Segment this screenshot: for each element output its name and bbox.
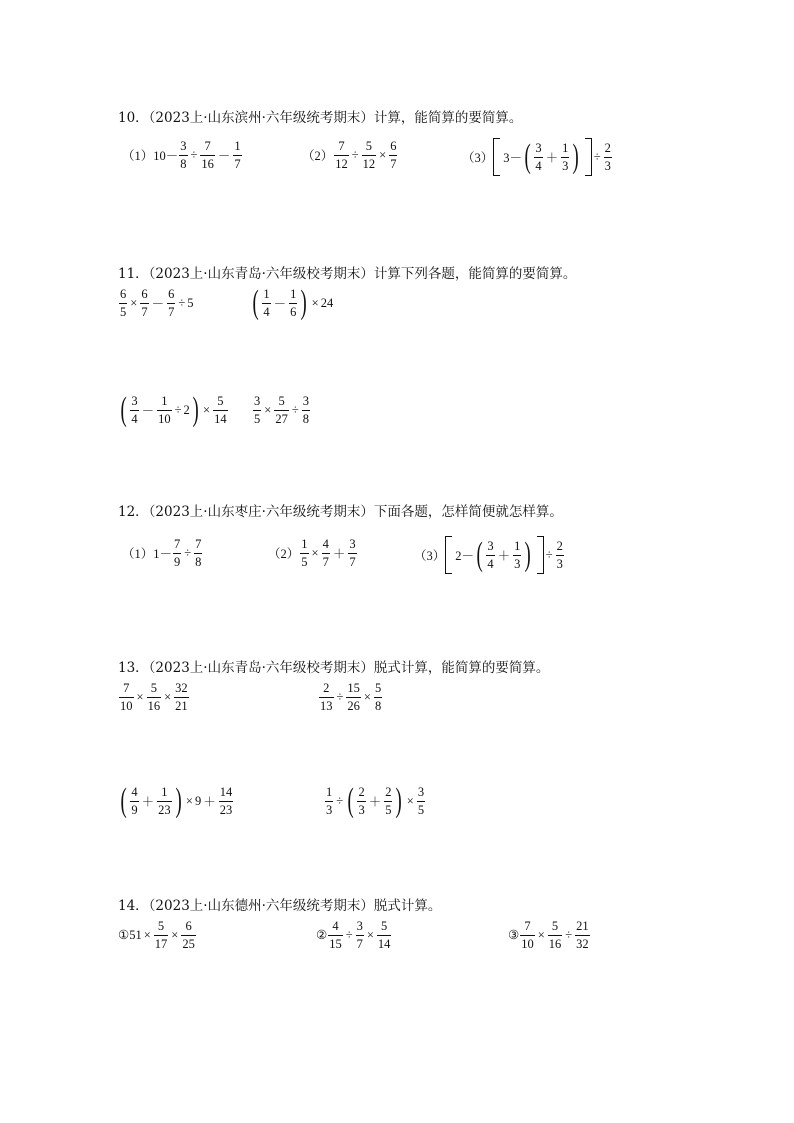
expr-prefix: （3） — [462, 151, 494, 165]
q11-expr-3: ( $\frac{3}{4}$ － $\frac{1}{10}$ ÷ 2 ) × $\frac{5}{14}$ — [120, 391, 227, 428]
fraction: $\frac{2}{3}$ — [358, 785, 365, 817]
question-11-title: 11．（2023上·山东青岛·六年级校考期末）计算下列各题，能简算的要简算。 — [118, 266, 577, 282]
q11-expr-2: ( $\frac{1}{4}$ － $\frac{1}{6}$ ) × 24 — [252, 284, 334, 321]
fraction: $\frac{7}{9}$ — [174, 537, 181, 569]
fraction: $\frac{6}{5}$ — [120, 287, 127, 319]
q13-expr-1: $\frac{7}{10}$ × $\frac{5}{16}$ × $\frac{32}{21}$ — [120, 681, 188, 713]
fraction: $\frac{7}{12}$ — [335, 139, 348, 171]
fraction: $\frac{6}{7}$ — [141, 287, 148, 319]
fraction: $\frac{3}{7}$ — [356, 919, 363, 951]
fraction: $\frac{4}{9}$ — [131, 785, 138, 817]
fraction: $\frac{3}{8}$ — [180, 139, 187, 171]
expr-prefix: ③ — [508, 928, 520, 942]
q14-expr-3: ③ $\frac{7}{10}$ × $\frac{5}{16}$ ÷ $\frac{21}{32}$ — [508, 919, 589, 951]
fraction: $\frac{15}{26}$ — [347, 681, 360, 713]
question-13-title: 13．（2023上·山东青岛·六年级校考期末）脱式计算，能简算的要简算。 — [118, 660, 550, 676]
fraction: $\frac{3}{5}$ — [254, 394, 261, 426]
fraction: $\frac{1}{7}$ — [234, 139, 241, 171]
fraction: $\frac{14}{23}$ — [219, 785, 233, 817]
fraction: $\frac{1}{3}$ — [514, 539, 521, 571]
fraction: $\frac{5}{12}$ — [362, 139, 376, 171]
fraction: $\frac{7}{10}$ — [521, 919, 534, 951]
fraction: $\frac{32}{21}$ — [175, 681, 188, 713]
fraction: $\frac{3}{7}$ — [349, 537, 356, 569]
q12-expr-2: （2） $\frac{1}{5}$ × $\frac{4}{7}$ ＋ $\frac{3}{7}$ — [268, 537, 356, 569]
right-bracket — [537, 536, 544, 574]
fraction: $\frac{5}{14}$ — [377, 919, 391, 951]
q13-expr-3: ( $\frac{4}{9}$ ＋ $\frac{1}{23}$ ) × 9 ＋ $\frac{14}{23}$ — [120, 782, 233, 819]
fraction: $\frac{7}{8}$ — [195, 537, 202, 569]
fraction: $\frac{5}{16}$ — [548, 919, 562, 951]
fraction: $\frac{5}{8}$ — [374, 681, 382, 713]
fraction: $\frac{2}{3}$ — [556, 539, 563, 571]
expr-prefix: （1）1－ — [122, 547, 173, 561]
q10-expr-3: （3） 3－ ( $\frac{3}{4}$ ＋ $\frac{1}{3}$ ) ÷ $\frac{2}{3}$ — [462, 138, 611, 175]
question-12-title: 12．（2023上·山东枣庄·六年级统考期末）下面各题，怎样简便就怎样算。 — [118, 504, 563, 520]
fraction: $\frac{3}{5}$ — [417, 785, 425, 817]
expr-prefix: （3） — [414, 549, 446, 563]
fraction: $\frac{2}{3}$ — [604, 141, 611, 173]
q11-expr-1: $\frac{6}{5}$ × $\frac{6}{7}$ － $\frac{6}{7}$ ÷ 5 — [120, 287, 194, 319]
q13-expr-2: $\frac{2}{13}$ ÷ $\frac{15}{26}$ × $\frac{5}{8}$ — [320, 681, 382, 713]
fraction: $\frac{1}{3}$ — [326, 785, 333, 817]
q11-expr-4: $\frac{3}{5}$ × $\frac{5}{27}$ ÷ $\frac{3}{8}$ — [254, 394, 309, 426]
fraction: $\frac{1}{5}$ — [301, 537, 308, 569]
fraction: $\frac{3}{4}$ — [131, 394, 138, 426]
expr-prefix: （2） — [302, 149, 334, 163]
fraction: $\frac{1}{4}$ — [263, 287, 270, 319]
fraction: $\frac{6}{25}$ — [182, 919, 195, 951]
q13-expr-4: $\frac{1}{3}$ ÷ ( $\frac{2}{3}$ ＋ $\frac{2}{5}$ ) × $\frac{3}{5}$ — [326, 782, 425, 819]
q10-expr-2: （2） $\frac{7}{12}$ ÷ $\frac{5}{12}$ × $\frac{6}{7}$ — [302, 139, 397, 171]
question-14-title: 14．（2023上·山东德州·六年级统考期末）脱式计算。 — [118, 898, 442, 914]
fraction: $\frac{4}{15}$ — [329, 919, 342, 951]
fraction: $\frac{2}{5}$ — [385, 785, 392, 817]
expr-prefix: ② — [316, 928, 328, 942]
expr-prefix: （1）10－ — [122, 149, 179, 163]
fraction: $\frac{6}{7}$ — [390, 139, 397, 171]
fraction: $\frac{21}{32}$ — [576, 919, 589, 951]
right-bracket — [585, 138, 592, 176]
q10-expr-1: （1）10－ $\frac{3}{8}$ ÷ $\frac{7}{16}$ － $\frac{1}{7}$ — [122, 139, 241, 171]
expr-prefix: （2） — [268, 547, 300, 561]
fraction: $\frac{6}{7}$ — [168, 287, 175, 319]
fraction: $\frac{2}{13}$ — [320, 681, 333, 713]
expr-prefix: ①51 — [118, 928, 142, 942]
fraction: $\frac{5}{14}$ — [214, 394, 227, 426]
q12-expr-1: （1）1－ $\frac{7}{9}$ ÷ $\frac{7}{8}$ — [122, 537, 202, 569]
left-bracket — [445, 536, 452, 574]
q14-expr-2: ② $\frac{4}{15}$ ÷ $\frac{3}{7}$ × $\frac{5}{14}$ — [316, 919, 391, 951]
fraction: $\frac{1}{3}$ — [562, 141, 569, 173]
fraction: $\frac{1}{23}$ — [158, 785, 171, 817]
fraction: $\frac{5}{27}$ — [275, 394, 288, 426]
q12-expr-3: （3） 2－ ( $\frac{3}{4}$ ＋ $\frac{1}{3}$ ) ÷ $\frac{2}{3}$ — [414, 536, 563, 573]
fraction: $\frac{3}{4}$ — [487, 539, 494, 571]
fraction: $\frac{7}{10}$ — [120, 681, 133, 713]
fraction: $\frac{4}{7}$ — [322, 537, 329, 569]
question-10-title: 10．（2023上·山东滨州·六年级统考期末）计算，能简算的要简算。 — [118, 110, 523, 126]
fraction: $\frac{5}{16}$ — [147, 681, 161, 713]
fraction: $\frac{1}{10}$ — [158, 394, 171, 426]
fraction: $\frac{3}{4}$ — [535, 141, 542, 173]
fraction: $\frac{1}{6}$ — [290, 287, 297, 319]
fraction: $\frac{3}{8}$ — [302, 394, 309, 426]
fraction: $\frac{5}{17}$ — [154, 919, 168, 951]
q14-expr-1: ①51 × $\frac{5}{17}$ × $\frac{6}{25}$ — [118, 919, 195, 951]
fraction: $\frac{7}{16}$ — [201, 139, 214, 171]
left-bracket — [493, 138, 500, 176]
